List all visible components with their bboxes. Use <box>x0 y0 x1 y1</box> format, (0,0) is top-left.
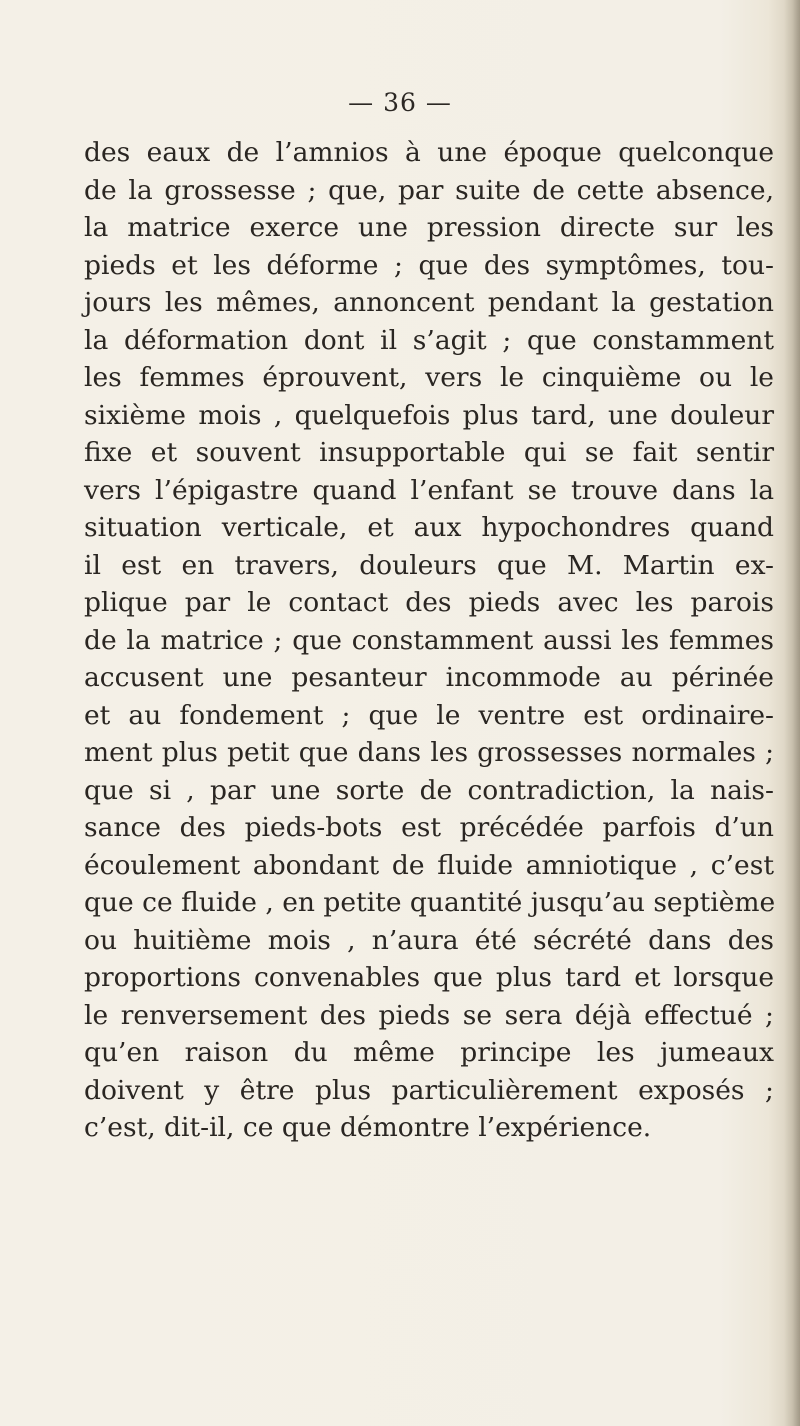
text-line: ment plus petit que dans les grossesses normales ; <box>84 737 774 768</box>
text-line: qu’en raison du même principe les jumeaux <box>84 1037 774 1068</box>
text-line: que si , par une sorte de contradiction, la nais- <box>84 774 774 806</box>
page-edge-shadow <box>784 0 800 1426</box>
text-line: pieds et les déforme ; que des symptômes, tou- <box>84 249 774 281</box>
text-line: la matrice exerce une pression directe sur les <box>84 212 774 243</box>
text-line: jours les mêmes, annoncent pendant la gestation <box>84 287 774 318</box>
text-line: de la grossesse ; que, par suite de cette absence, <box>84 174 774 206</box>
text-line: sixième mois , quelquefois plus tard, une douleur <box>84 399 774 431</box>
page-number: — 36 — <box>348 88 452 117</box>
text-line: accusent une pesanteur incommode au périnée <box>84 662 774 693</box>
text-line: doivent y être plus particulièrement exposés ; <box>84 1074 774 1106</box>
text-line: le renversement des pieds se sera déjà effectué ; <box>84 999 774 1031</box>
text-line: de la matrice ; que constamment aussi les femmes <box>84 624 774 656</box>
text-line: il est en travers, douleurs que M. Martin ex- <box>84 549 774 581</box>
text-line: proportions convenables que plus tard et lorsque <box>84 962 774 993</box>
text-line: des eaux de l’amnios à une époque quelconque <box>84 137 774 168</box>
text-line: c’est, dit-il, ce que démontre l’expérience. <box>84 1112 652 1143</box>
text-line: plique par le contact des pieds avec les parois <box>84 587 774 618</box>
text-line: situation verticale, et aux hypochondres quand <box>84 512 774 543</box>
text-line: que ce fluide , en petite quantité jusqu’au septième <box>84 887 776 918</box>
text-line: ou huitième mois , n’aura été sécrété dans des <box>84 924 774 956</box>
text-line: sance des pieds-bots est précédée parfois d’un <box>84 812 774 843</box>
body-paragraph <box>84 134 774 1147</box>
text-line: vers l’épigastre quand l’enfant se trouve dans la <box>84 474 774 506</box>
text-line: écoulement abondant de fluide amniotique , c’est <box>84 849 774 881</box>
text-line: et au fondement ; que le ventre est ordinaire- <box>84 699 774 731</box>
text-line: fixe et souvent insupportable qui se fait sentir <box>84 437 774 468</box>
text-line: la déformation dont il s’agit ; que constamment <box>84 324 774 356</box>
text-line: les femmes éprouvent, vers le cinquième ou le <box>84 362 774 393</box>
